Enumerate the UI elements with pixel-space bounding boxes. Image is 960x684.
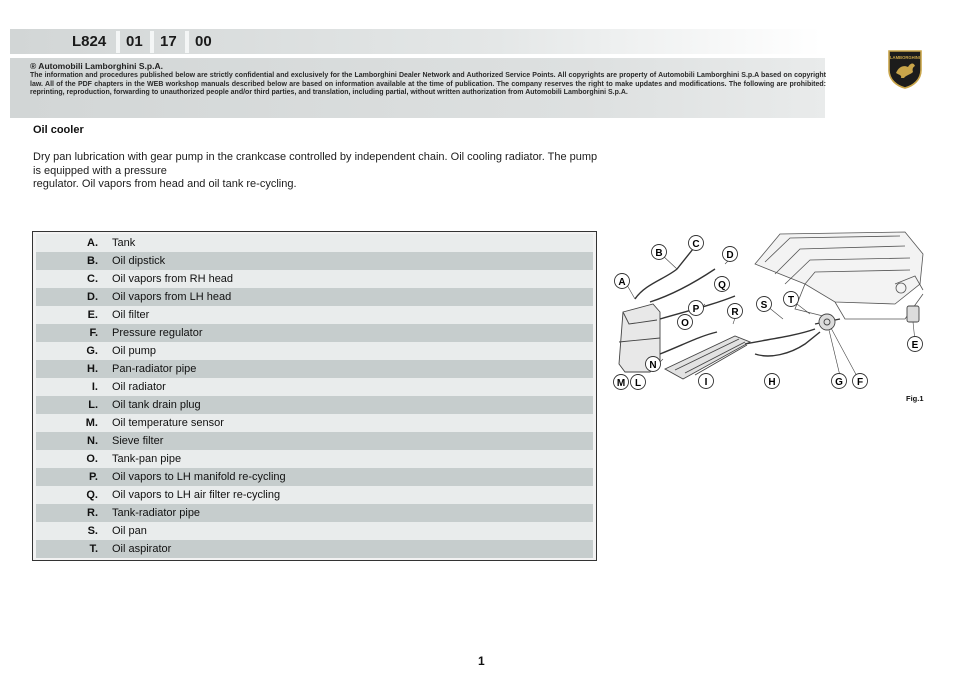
legend-row bbox=[36, 234, 593, 252]
svg-text:S: S bbox=[760, 300, 768, 311]
svg-text:N: N bbox=[649, 360, 657, 371]
legend-row bbox=[36, 378, 593, 396]
description-line: regulator. Oil vapors from head and oil tank re-cycling. bbox=[33, 178, 297, 190]
legend-letter: B. bbox=[87, 255, 98, 267]
svg-text:Q: Q bbox=[718, 280, 726, 291]
legend-label: Tank bbox=[112, 237, 136, 249]
lamborghini-logo bbox=[884, 48, 926, 90]
callout-a bbox=[615, 274, 630, 289]
legend-letter: T. bbox=[89, 543, 98, 555]
svg-text:A: A bbox=[618, 277, 626, 288]
legend-label: Oil vapors to LH air filter re-cycling bbox=[112, 489, 281, 501]
copyright-text: The information and procedures published below are strictly confidential and exclusively for the Lamborghini Dealer Network and Authorized Service Points. All copyrights are property of Automobili Lamborghini S.p.A based on copyright law. All of the PDF chapters in the WEB workshop manuals described below are based on information available at the time of publication. The company reserves the right to make updates and modifications. The following are prohibited: reprinting, reproduction, forwarding to unauthorized people and/or third parties, and translation, including partial, without written authorization from Automobili Lamborghini S.p.A. bbox=[30, 72, 826, 97]
legend-label: Oil vapors from RH head bbox=[112, 273, 234, 285]
svg-text:H: H bbox=[768, 377, 776, 388]
callout-s bbox=[757, 297, 772, 312]
legend-row bbox=[36, 342, 593, 360]
legend-label: Oil temperature sensor bbox=[112, 417, 224, 429]
legend-label: Tank-pan pipe bbox=[112, 453, 182, 465]
legend-row bbox=[36, 270, 593, 288]
svg-text:C: C bbox=[692, 239, 700, 250]
legend-letter: M. bbox=[85, 417, 98, 429]
legend-letter: G. bbox=[86, 345, 98, 357]
legend-row bbox=[36, 522, 593, 540]
legend-row bbox=[36, 306, 593, 324]
code-separator bbox=[150, 31, 154, 53]
callout-l bbox=[631, 375, 646, 390]
legend-label: Pressure regulator bbox=[112, 327, 203, 339]
callout-o bbox=[678, 315, 693, 330]
svg-text:G: G bbox=[835, 377, 843, 388]
legend-row bbox=[36, 252, 593, 270]
figure-caption: Fig.1 bbox=[906, 394, 924, 403]
legend-label: Sieve filter bbox=[112, 435, 164, 447]
callout-i bbox=[699, 374, 714, 389]
callout-t bbox=[784, 292, 799, 307]
code-separator bbox=[116, 31, 120, 53]
svg-text:O: O bbox=[681, 318, 689, 329]
svg-text:I: I bbox=[704, 377, 708, 388]
legend-row bbox=[36, 432, 593, 450]
oil-radiator-drawing bbox=[665, 336, 750, 379]
legend-row bbox=[36, 450, 593, 468]
legend-label: Oil pan bbox=[112, 525, 147, 537]
svg-text:F: F bbox=[856, 377, 864, 388]
svg-text:B: B bbox=[655, 248, 663, 259]
legend-letter: C. bbox=[87, 273, 98, 285]
callout-n bbox=[646, 357, 661, 372]
legend-label: Pan-radiator pipe bbox=[112, 363, 197, 375]
legend-letter: Q. bbox=[86, 489, 98, 501]
legend-row bbox=[36, 486, 593, 504]
legend-label: Oil vapors from LH head bbox=[112, 291, 232, 303]
doc-code-group: 01 bbox=[126, 33, 143, 50]
svg-text:LAMBORGHINI: LAMBORGHINI bbox=[889, 55, 921, 60]
legend-letter: O. bbox=[86, 453, 98, 465]
section-description bbox=[33, 151, 608, 192]
legend-row bbox=[36, 468, 593, 486]
doc-code-subgroup: 17 bbox=[160, 33, 177, 50]
page-number: 1 bbox=[478, 654, 485, 668]
legend-letter: H. bbox=[87, 363, 98, 375]
legend-row bbox=[36, 360, 593, 378]
legend-row bbox=[36, 504, 593, 522]
legend-row bbox=[36, 288, 593, 306]
legend-label: Tank-radiator pipe bbox=[112, 507, 201, 519]
callout-g bbox=[832, 374, 847, 389]
callout-p bbox=[689, 301, 704, 316]
legend-row bbox=[36, 414, 593, 432]
svg-text:M: M bbox=[616, 378, 626, 389]
legend-letter: R. bbox=[87, 507, 98, 519]
legend-label: Oil dipstick bbox=[112, 255, 166, 267]
code-separator bbox=[185, 31, 189, 53]
legend-row bbox=[36, 540, 593, 558]
doc-code-model: L824 bbox=[72, 33, 107, 50]
svg-text:T: T bbox=[787, 295, 795, 306]
legend-label: Oil filter bbox=[112, 309, 150, 321]
legend-label: Oil radiator bbox=[112, 381, 166, 393]
callout-q bbox=[715, 277, 730, 292]
legend-letter: A. bbox=[87, 237, 98, 249]
oil-pump-drawing bbox=[819, 306, 919, 330]
legend-row bbox=[36, 324, 593, 342]
legend-label: Oil aspirator bbox=[112, 543, 172, 555]
description-line: is equipped with a pressure bbox=[33, 164, 167, 177]
callout-e bbox=[908, 337, 923, 352]
legend-letter: I. bbox=[91, 381, 98, 393]
legend-letter: L. bbox=[88, 399, 98, 411]
copyright-title: ® Automobili Lamborghini S.p.A. bbox=[30, 61, 163, 71]
legend-letter: F. bbox=[89, 327, 98, 339]
legend-letter: N. bbox=[87, 435, 98, 447]
callout-r bbox=[728, 304, 743, 319]
description-line: Dry pan lubrication with gear pump in the crankcase controlled by independent chain. Oil cooling radiator. The pump bbox=[33, 151, 598, 163]
svg-text:P: P bbox=[692, 304, 700, 315]
legend-table bbox=[32, 231, 597, 561]
callout-f bbox=[853, 374, 868, 389]
callout-b bbox=[652, 245, 667, 260]
callout-m bbox=[614, 375, 629, 390]
legend-letter: D. bbox=[87, 291, 98, 303]
legend-row bbox=[36, 396, 593, 414]
legend-letter: P. bbox=[89, 471, 98, 483]
legend-label: Oil pump bbox=[112, 345, 157, 357]
legend-label: Oil vapors to LH manifold re-cycling bbox=[112, 471, 286, 483]
legend-label: Oil tank drain plug bbox=[112, 399, 201, 411]
section-title: Oil cooler bbox=[33, 124, 84, 136]
svg-text:E: E bbox=[911, 340, 919, 351]
svg-text:D: D bbox=[726, 250, 734, 261]
callout-d bbox=[723, 247, 738, 262]
svg-text:L: L bbox=[634, 378, 642, 389]
doc-code-section: 00 bbox=[195, 33, 212, 50]
svg-text:R: R bbox=[731, 307, 739, 318]
callout-c bbox=[689, 236, 704, 251]
callout-h bbox=[765, 374, 780, 389]
legend-letter: E. bbox=[87, 309, 98, 321]
legend-letter: S. bbox=[87, 525, 98, 537]
oil-circuit-diagram bbox=[605, 224, 935, 394]
engine-block-drawing bbox=[755, 232, 923, 319]
